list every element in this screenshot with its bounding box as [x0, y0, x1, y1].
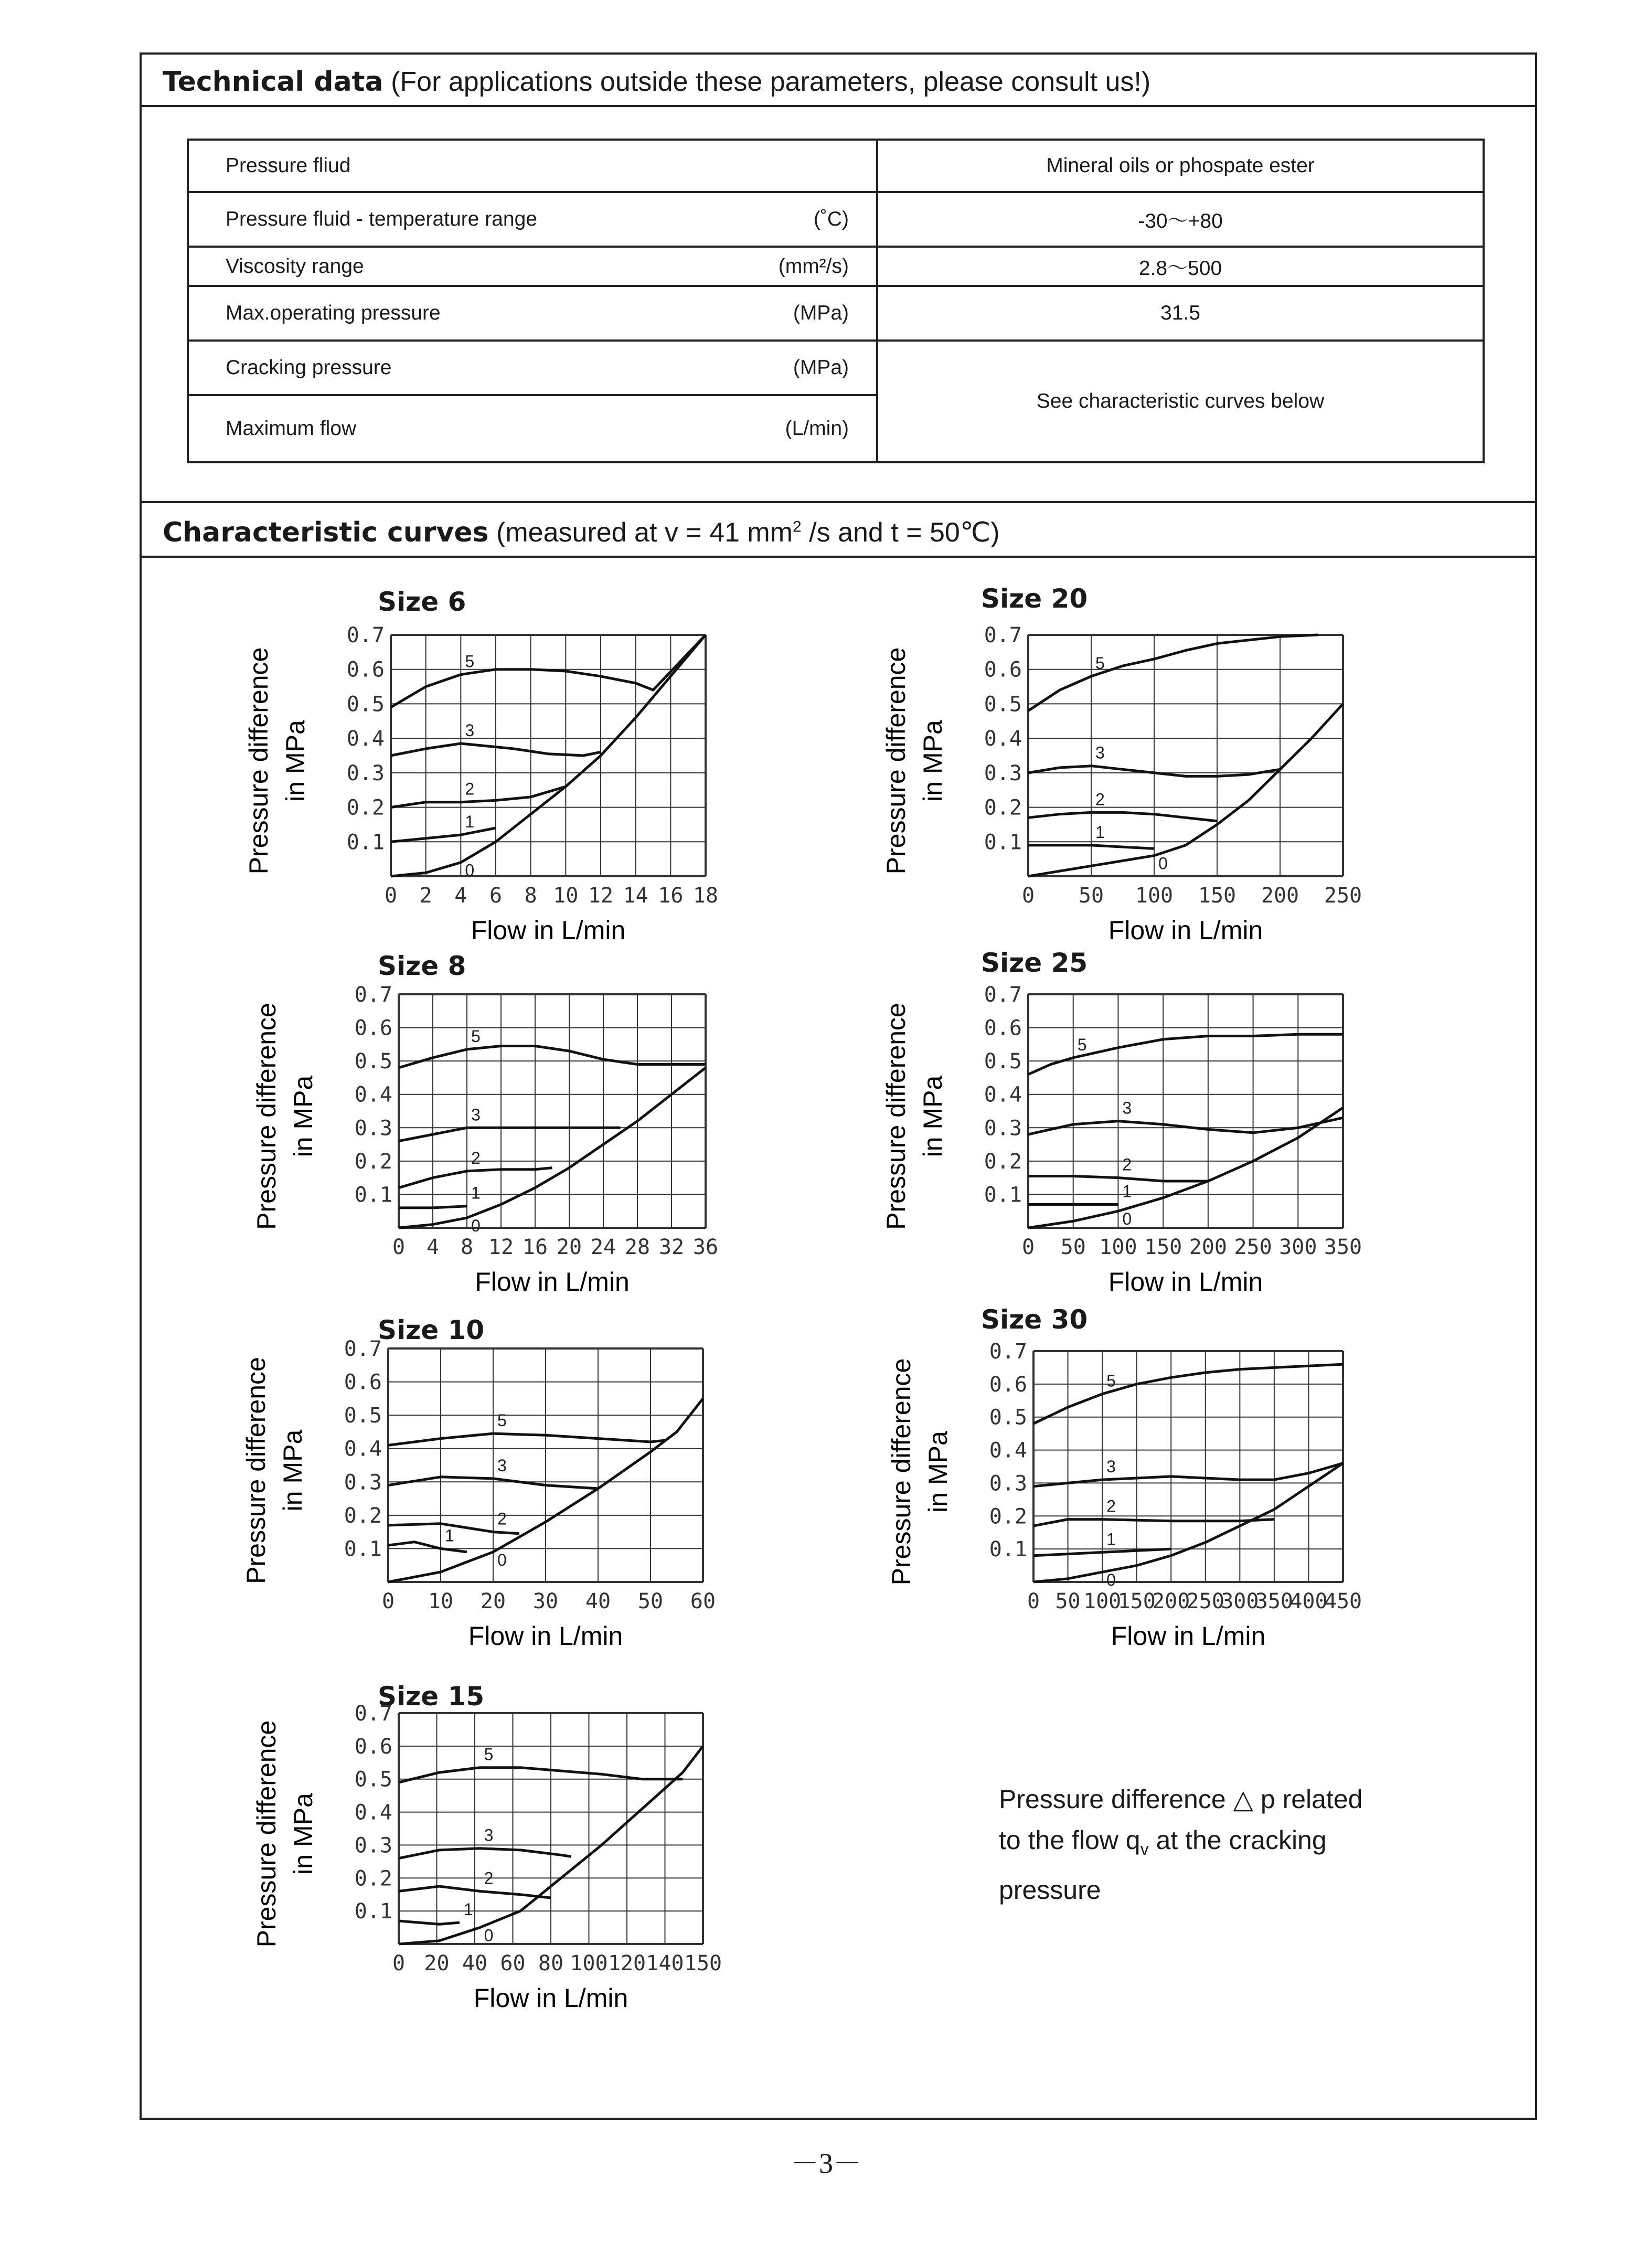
curve-label-2: 2: [484, 1868, 494, 1888]
characteristic-curves-title: Characteristic curves: [163, 517, 489, 548]
x-tick-label: 16: [658, 884, 684, 908]
row-name: Maximum flow: [226, 417, 357, 440]
row-value: Mineral oils or phospate ester: [877, 140, 1484, 192]
x-tick-label: 400: [1289, 1589, 1328, 1613]
y-tick-label: 0.4: [984, 1082, 1022, 1107]
technical-data-title: Technical data: [163, 66, 383, 98]
y-tick-label: 0.1: [354, 1183, 392, 1207]
chart-title-size-6: Size 6: [378, 587, 466, 617]
x-tick-label: 0: [381, 1589, 395, 1613]
curve-0: [1028, 704, 1343, 876]
y-axis-label: in MPa: [923, 1431, 953, 1513]
y-axis-label: in MPa: [918, 720, 947, 802]
x-tick-label: 40: [462, 1951, 488, 1976]
curve-label-5: 5: [1106, 1371, 1116, 1390]
x-tick-label: 14: [623, 884, 648, 908]
curve-label-3: 3: [465, 721, 475, 740]
curve-label-2: 2: [465, 779, 475, 799]
x-tick-label: 10: [428, 1589, 454, 1613]
x-tick-label: 250: [1186, 1589, 1224, 1613]
row-value: 31.5: [877, 286, 1484, 341]
y-axis-label: in MPa: [289, 1075, 318, 1157]
chart-size-25: [881, 983, 1362, 1297]
curve-label-0: 0: [497, 1550, 507, 1569]
y-tick-label: 0.1: [989, 1537, 1027, 1562]
x-tick-label: 10: [553, 884, 579, 908]
chart-title-size-20: Size 20: [981, 583, 1088, 614]
x-tick-label: 100: [1135, 884, 1174, 908]
x-tick-label: 8: [524, 884, 537, 908]
y-tick-label: 0.3: [354, 1116, 392, 1141]
y-tick-label: 0.3: [989, 1471, 1027, 1496]
x-axis-label: Flow in L/min: [1111, 1621, 1266, 1651]
y-tick-label: 0.4: [344, 1437, 382, 1461]
x-tick-label: 2: [419, 884, 432, 908]
curve-label-0: 0: [471, 1216, 481, 1235]
curve-3: [1028, 1118, 1343, 1134]
y-tick-label: 0.5: [984, 692, 1022, 717]
x-axis-label: Flow in L/min: [468, 1621, 623, 1651]
x-tick-label: 250: [1324, 884, 1362, 908]
curve-label-3: 3: [497, 1456, 507, 1475]
curve-label-0: 0: [484, 1926, 494, 1945]
y-tick-label: 0.7: [354, 1702, 392, 1726]
y-tick-label: 0.6: [989, 1372, 1027, 1397]
y-tick-label: 0.7: [346, 623, 385, 647]
x-tick-label: 120: [607, 1951, 646, 1976]
y-tick-label: 0.2: [354, 1149, 392, 1174]
technical-data-subtitle: (For applications outside these parameters, please consult us!): [391, 67, 1151, 97]
y-tick-label: 0.1: [344, 1537, 382, 1562]
curve-label-2: 2: [471, 1148, 481, 1167]
curve-label-3: 3: [471, 1105, 481, 1124]
x-tick-label: 6: [489, 884, 503, 908]
y-tick-label: 0.3: [984, 761, 1022, 785]
y-tick-label: 0.2: [354, 1866, 392, 1891]
curve-2: [1028, 812, 1217, 821]
row-unit: (L/min): [785, 417, 849, 440]
row-unit: (MPa): [793, 302, 849, 324]
curve-5: [1028, 1034, 1343, 1074]
y-tick-label: 0.3: [354, 1833, 392, 1858]
y-tick-label: 0.2: [346, 795, 385, 820]
x-tick-label: 150: [684, 1951, 722, 1976]
x-tick-label: 50: [1060, 1235, 1086, 1259]
x-tick-label: 18: [692, 884, 719, 908]
y-tick-label: 0.7: [984, 623, 1022, 647]
curve-label-0: 0: [1158, 854, 1168, 873]
x-tick-label: 150: [1117, 1589, 1156, 1613]
curve-label-5: 5: [1095, 653, 1105, 673]
y-tick-label: 0.4: [989, 1438, 1027, 1463]
x-tick-label: 80: [538, 1951, 564, 1976]
y-tick-label: 0.5: [989, 1405, 1027, 1430]
curve-5: [1033, 1364, 1343, 1424]
x-tick-label: 8: [460, 1235, 474, 1259]
curve-3: [399, 1849, 571, 1858]
y-axis-label: in MPa: [289, 1793, 318, 1875]
y-tick-label: 0.6: [984, 657, 1022, 682]
x-tick-label: 12: [488, 1235, 514, 1259]
row-unit: (mm²/s): [778, 254, 849, 278]
y-tick-label: 0.5: [346, 692, 385, 717]
curve-0: [399, 1068, 706, 1228]
chart-size-6: [244, 623, 718, 945]
x-tick-label: 200: [1189, 1235, 1227, 1259]
y-tick-label: 0.3: [344, 1470, 382, 1495]
curve-label-5: 5: [497, 1411, 507, 1430]
x-tick-label: 0: [384, 884, 398, 908]
x-tick-label: 0: [1021, 1235, 1035, 1259]
x-tick-label: 36: [692, 1235, 719, 1259]
curve-label-1: 1: [464, 1900, 473, 1919]
x-tick-label: 32: [658, 1235, 685, 1259]
y-axis-label: in MPa: [281, 720, 310, 802]
x-tick-label: 20: [556, 1235, 582, 1259]
y-tick-label: 0.5: [344, 1404, 382, 1428]
row-value: 2.8～500: [877, 247, 1484, 286]
y-tick-label: 0.5: [354, 1049, 392, 1074]
chart-title-size-10: Size 10: [378, 1315, 485, 1345]
x-tick-label: 20: [480, 1589, 506, 1613]
x-axis-label: Flow in L/min: [475, 1267, 630, 1297]
y-tick-label: 0.7: [989, 1340, 1027, 1364]
curve-label-2: 2: [497, 1509, 507, 1528]
curve-label-0: 0: [1106, 1570, 1116, 1590]
y-axis-label: Pressure difference: [252, 1720, 281, 1948]
y-axis-label: in MPa: [278, 1429, 307, 1512]
y-axis-label: Pressure difference: [881, 647, 911, 875]
y-tick-label: 0.1: [984, 1183, 1022, 1207]
chart-size-8: [252, 983, 718, 1297]
curve-label-5: 5: [484, 1745, 494, 1764]
curve-5: [1028, 635, 1318, 711]
x-tick-label: 200: [1261, 884, 1299, 908]
curve-1: [399, 1921, 460, 1924]
x-tick-label: 4: [426, 1235, 440, 1259]
y-tick-label: 0.6: [984, 1016, 1022, 1040]
x-tick-label: 4: [454, 884, 467, 908]
y-tick-label: 0.3: [984, 1116, 1022, 1141]
chart-size-20: [881, 623, 1362, 945]
curve-label-1: 1: [1095, 822, 1105, 842]
curve-2: [1033, 1520, 1274, 1526]
y-tick-label: 0.7: [354, 983, 392, 1007]
y-tick-label: 0.2: [989, 1504, 1027, 1529]
y-tick-label: 0.6: [354, 1016, 392, 1040]
y-tick-label: 0.6: [344, 1370, 382, 1395]
curve-1: [391, 828, 496, 842]
curve-5: [388, 1433, 666, 1445]
curve-5: [399, 1046, 706, 1068]
curve-label-0: 0: [465, 861, 475, 880]
row-value: -30～+80: [877, 192, 1484, 247]
row-unit: (˚C): [813, 208, 849, 230]
curve-5: [391, 635, 706, 707]
y-tick-label: 0.7: [984, 983, 1022, 1007]
y-axis-label: Pressure difference: [244, 647, 273, 875]
y-tick-label: 0.3: [346, 761, 385, 785]
x-tick-label: 350: [1324, 1235, 1362, 1259]
x-tick-label: 100: [570, 1951, 608, 1976]
row-name: Pressure fluid - temperature range: [226, 208, 537, 230]
curve-1: [388, 1542, 467, 1552]
curve-3: [399, 1128, 621, 1141]
curve-label-2: 2: [1095, 790, 1105, 809]
y-axis-label: Pressure difference: [887, 1358, 916, 1586]
x-tick-label: 40: [585, 1589, 611, 1613]
y-tick-label: 0.7: [344, 1337, 382, 1361]
curve-label-5: 5: [1077, 1035, 1087, 1054]
curve-label-1: 1: [1122, 1182, 1132, 1201]
row-value: See characteristic curves below: [877, 341, 1484, 462]
x-tick-label: 300: [1221, 1589, 1259, 1613]
y-tick-label: 0.1: [346, 830, 385, 855]
curve-label-5: 5: [471, 1026, 481, 1046]
x-tick-label: 24: [590, 1235, 616, 1259]
row-name: Cracking pressure: [226, 356, 392, 379]
y-tick-label: 0.6: [346, 657, 385, 682]
x-tick-label: 50: [1055, 1589, 1081, 1613]
x-tick-label: 0: [1021, 884, 1035, 908]
x-tick-label: 50: [1078, 884, 1104, 908]
y-tick-label: 0.5: [984, 1049, 1022, 1074]
y-tick-label: 0.4: [354, 1800, 392, 1825]
x-tick-label: 28: [624, 1235, 651, 1259]
curve-label-1: 1: [471, 1183, 481, 1203]
x-tick-label: 60: [500, 1951, 526, 1976]
y-tick-label: 0.6: [354, 1734, 392, 1759]
x-tick-label: 100: [1083, 1589, 1122, 1613]
row-name: Pressure fliud: [226, 154, 351, 177]
curve-label-0: 0: [1122, 1209, 1132, 1229]
y-axis-label: Pressure difference: [881, 1003, 911, 1230]
chart-title-size-8: Size 8: [378, 951, 466, 981]
x-tick-label: 150: [1144, 1235, 1182, 1259]
x-axis-label: Flow in L/min: [471, 916, 626, 945]
x-tick-label: 0: [392, 1235, 406, 1259]
x-tick-label: 20: [424, 1951, 450, 1976]
x-tick-label: 100: [1099, 1235, 1137, 1259]
curve-label-3: 3: [1122, 1098, 1132, 1118]
x-tick-label: 0: [392, 1951, 406, 1976]
y-tick-label: 0.4: [354, 1082, 392, 1107]
curve-label-1: 1: [465, 812, 475, 832]
y-axis-label: Pressure difference: [252, 1003, 281, 1230]
x-axis-label: Flow in L/min: [1108, 916, 1263, 945]
y-axis-label: Pressure difference: [241, 1357, 271, 1584]
x-tick-label: 50: [637, 1589, 664, 1613]
x-tick-label: 200: [1152, 1589, 1190, 1613]
chart-size-15: [252, 1702, 722, 2013]
characteristic-curves-subtitle: (measured at v = 41 $mm^2$ /s and t = 50℃): [496, 517, 1000, 548]
x-tick-label: 140: [646, 1951, 684, 1976]
chart-title-size-15: Size 15: [378, 1681, 485, 1712]
y-tick-label: 0.4: [984, 727, 1022, 751]
row-unit: (MPa): [793, 356, 849, 379]
y-tick-label: 0.2: [344, 1503, 382, 1528]
x-tick-label: 350: [1255, 1589, 1294, 1613]
curve-label-3: 3: [1106, 1457, 1116, 1477]
curve-label-2: 2: [1122, 1155, 1132, 1174]
chart-size-30: [887, 1340, 1362, 1651]
chart-title-size-30: Size 30: [981, 1304, 1088, 1335]
curve-2: [391, 787, 566, 808]
chart-size-10: [241, 1337, 716, 1651]
x-tick-label: 0: [1027, 1589, 1040, 1613]
curve-label-3: 3: [1095, 743, 1105, 762]
y-tick-label: 0.2: [984, 1149, 1022, 1174]
y-tick-label: 0.4: [346, 727, 385, 751]
y-tick-label: 0.5: [354, 1767, 392, 1792]
x-tick-label: 60: [690, 1589, 716, 1613]
y-axis-label: in MPa: [918, 1075, 947, 1157]
y-tick-label: 0.1: [984, 830, 1022, 855]
y-tick-label: 0.1: [354, 1899, 392, 1924]
x-axis-label: Flow in L/min: [1108, 1267, 1263, 1297]
x-axis-label: Flow in L/min: [473, 1983, 628, 2013]
x-tick-label: 300: [1279, 1235, 1317, 1259]
x-tick-label: 12: [588, 884, 614, 908]
curve-label-1: 1: [1106, 1530, 1116, 1549]
x-tick-label: 150: [1198, 884, 1237, 908]
x-tick-label: 250: [1234, 1235, 1272, 1259]
curve-label-5: 5: [465, 652, 475, 671]
x-tick-label: 16: [522, 1235, 548, 1259]
chart-title-size-25: Size 25: [981, 948, 1088, 978]
row-name: Max.operating pressure: [226, 302, 441, 324]
x-tick-label: 30: [532, 1589, 559, 1613]
y-tick-label: 0.2: [984, 795, 1022, 820]
curves-note: Pressure difference △ p related to the flow $q_v$ at the cracking pressure: [999, 1785, 1363, 1905]
row-name: Viscosity range: [226, 254, 364, 278]
curve-label-1: 1: [445, 1526, 454, 1545]
curve-label-2: 2: [1106, 1496, 1116, 1516]
curve-label-3: 3: [484, 1825, 494, 1845]
page-number: －3－: [791, 2148, 861, 2179]
curve-5: [399, 1768, 683, 1782]
x-tick-label: 450: [1324, 1589, 1362, 1613]
